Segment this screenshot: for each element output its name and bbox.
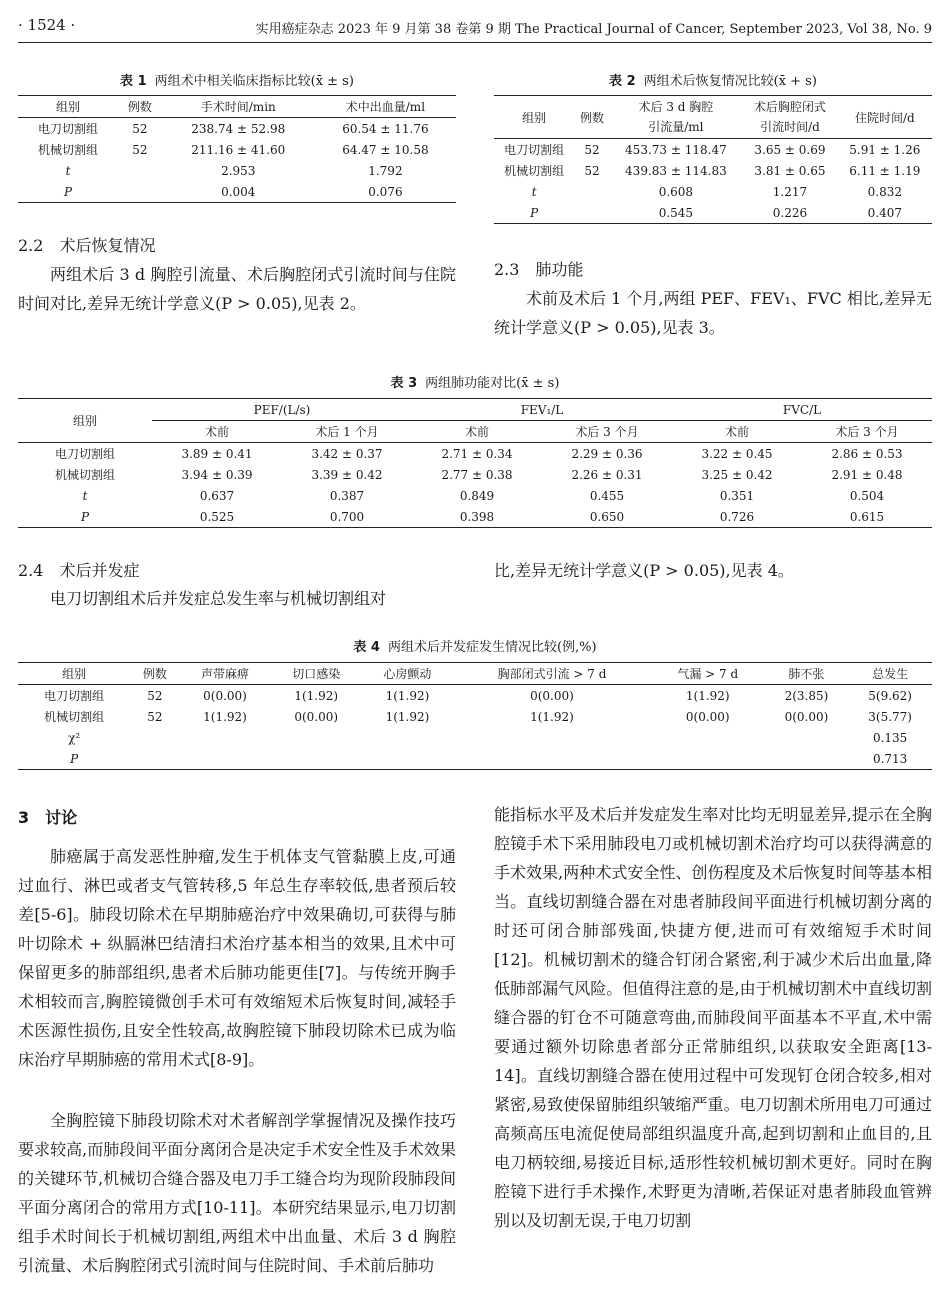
table3: [18, 398, 932, 528]
table-cell: [574, 202, 609, 224]
table-row: [18, 181, 456, 203]
table-cell: 0.135: [872, 730, 908, 745]
table-cell: [765, 727, 849, 748]
table3-caption: [18, 372, 932, 391]
table-cell: P: [70, 751, 79, 766]
table-row: [18, 748, 932, 770]
table-cell: 2.86 ± 0.53: [831, 446, 903, 461]
section-2-2-heading: 2.2 术后恢复情况: [18, 236, 156, 255]
table-cell: 1(1.92): [685, 688, 730, 703]
table-cell: [765, 748, 849, 770]
table-cell: 0.004: [221, 184, 256, 199]
table-cell: 1(1.92): [530, 709, 574, 724]
table-row: [494, 202, 932, 224]
table-cell: 机械切割组: [44, 710, 105, 724]
table1-header: 例数: [118, 96, 162, 118]
table1-header: 术中出血量/ml: [315, 96, 456, 118]
table2-label: 表 2: [609, 74, 636, 89]
table2-header-line: 术后 3 d 胸腔: [638, 100, 714, 114]
table-row: [18, 160, 456, 181]
table-cell: 0.525: [199, 509, 235, 524]
table-cell: 1(1.92): [385, 709, 430, 724]
table1-header: 手术时间/min: [162, 96, 315, 118]
table3-title: 两组肺功能对比(x̄ ± s): [425, 376, 560, 391]
table-cell: 0.076: [368, 184, 403, 199]
table-cell: 电刀切割组: [37, 122, 98, 136]
table-cell: [118, 181, 162, 203]
table-cell: [362, 748, 453, 770]
table4-header: 气漏 > 7 d: [651, 663, 765, 685]
section-2-2-text: 两组术后 3 d 胸腔引流量、术后胸腔闭式引流时间与住院时间对比,差异无统计学意义(P > 0.05),见表 2。: [18, 265, 456, 313]
table-cell: 2.91 ± 0.48: [831, 467, 903, 482]
table3-group-header: 组别: [18, 399, 152, 443]
table1-label: 表 1: [120, 74, 147, 89]
table2-caption: [494, 70, 932, 89]
table-cell: 5(9.62): [868, 688, 912, 703]
table-cell: [179, 748, 270, 770]
table-cell: 0.407: [867, 205, 902, 220]
table-cell: 3.89 ± 0.41: [181, 446, 253, 461]
table-cell: 1(1.92): [203, 709, 247, 724]
table-cell: 0(0.00): [685, 709, 730, 724]
table-row: [18, 464, 932, 485]
table1-header: 组别: [18, 96, 118, 118]
table2: [494, 95, 932, 224]
section-2-3-text: 术前及术后 1 个月,两组 PEF、FEV₁、FVC 相比,差异无统计学意义(P > 0.05),见表 3。: [494, 289, 932, 337]
table-cell: 0.615: [849, 509, 885, 524]
table-cell: 2.77 ± 0.38: [441, 467, 513, 482]
table-row: [494, 139, 932, 161]
table3-colgroup-header: FVC/L: [672, 399, 932, 421]
table4-header: 胸部闭式引流 > 7 d: [453, 663, 651, 685]
table-row: [18, 727, 932, 748]
table2-header-line: 术后胸腔闭式: [753, 100, 826, 114]
table4-header: 心房颤动: [362, 663, 453, 685]
discussion-paragraph-3: 能指标水平及术后并发症发生率对比均无明显差异,提示在全胸腔镜手术下采用肺段电刀或机械切割术治疗均可以获得满意的手术效果,两种术式安全性、创伤程度及术后恢复时间等基本相当。直线切割缝合器在对患者肺段间平面进行机械切割分离的时还可闭合肺部残面,快捷方便,进而可有效缩短手术时间[12]。机械切割术的缝合钉闭合紧密,利于减少术后出血量,降低肺部漏气风险。但值得注意的是,由于机械切割术中直线切割缝合器的钉仓不可随意弯曲,而肺段间平面基本不平直,术中需要通过额外切除患者部分正常肺组织,以获取安全距离[13-14]。直线切割缝合器在使用过程中可发现钉仓闭合较多,相对紧密,易致使保留肺组织皱缩严重。电刀切割术所用电刀可通过高频高压电流促使局部组织温度升高,起到切割和止血目的,且电刀柄较细,易接近目标,适形性较机械切割术更好。同时在胸腔镜下进行手术操作,术野更为清晰,若保证对患者肺段血管辨别以及切割无误,于电刀切割: [494, 805, 932, 1230]
table-cell: [453, 748, 651, 770]
table4-header: 肺不张: [765, 663, 849, 685]
table-cell: 电刀切割组: [54, 447, 115, 461]
table-cell: 0.832: [867, 184, 902, 199]
table2-header: 组别: [494, 96, 574, 139]
table2-title: 两组术后恢复情况比较(x̄ + s): [643, 74, 817, 89]
table4-header: 总发生: [848, 663, 932, 685]
table-cell: 0.226: [772, 205, 808, 220]
table-cell: 1(1.92): [294, 688, 339, 703]
table-cell: 0.849: [459, 488, 495, 503]
table-cell: 0(0.00): [530, 688, 574, 703]
section-2-4-text-left: 电刀切割组术后并发症总发生率与机械切割组对: [50, 589, 387, 608]
table-cell: 52: [132, 121, 148, 136]
table3-sub-header: 术前: [152, 421, 282, 443]
table-cell: 机械切割组: [54, 468, 115, 482]
table-cell: 2(3.85): [784, 688, 829, 703]
table-cell: 52: [584, 142, 600, 157]
table-row: [18, 443, 932, 465]
table4-header: 例数: [130, 663, 179, 685]
table3-sub-header: 术前: [412, 421, 542, 443]
table-cell: [118, 160, 162, 181]
table3-sub-header: 术后 1 个月: [282, 421, 412, 443]
section-3-heading: 3 讨论: [18, 808, 78, 827]
table-cell: 1.217: [772, 184, 808, 199]
table-cell: 52: [147, 688, 163, 703]
table-cell: 238.74 ± 52.98: [191, 121, 286, 136]
table-cell: [574, 181, 609, 202]
table-row: [494, 181, 932, 202]
table-cell: 0.726: [719, 509, 755, 524]
table-cell: t: [531, 184, 537, 199]
table1-caption: [18, 70, 456, 89]
table-cell: 3.39 ± 0.42: [311, 467, 383, 482]
discussion-paragraph-2: 全胸腔镜下肺段切除术对术者解剖学掌握情况及操作技巧要求较高,而肺段间平面分离闭合是决定手术安全性及手术效果的关键环节,机械切合缝合器及电刀手工缝合均为现阶段肺段间平面分离闭合的常用方式[10-11]。本研究结果显示,电刀切割组手术时间长于机械切割组,两组术中出血量、术后 3 d 胸腔引流量、术后胸腔闭式引流时间与住院时间、手术前后肺功: [18, 1111, 456, 1275]
table-cell: 211.16 ± 41.60: [191, 142, 286, 157]
table-cell: t: [65, 163, 71, 178]
page-number: · 1524 ·: [18, 16, 76, 34]
table-cell: t: [82, 488, 88, 503]
table-cell: [130, 727, 179, 748]
table-cell: 电刀切割组: [504, 143, 565, 157]
discussion-paragraph-1: 肺癌属于高发恶性肿瘤,发生于机体支气管黏膜上皮,可通过血行、淋巴或者支气管转移,5 年总生存率较低,患者预后较差[5-6]。肺段切除术在早期肺癌治疗中效果确切,可获得与肺叶切除术 + 纵膈淋巴结清扫术治疗基本相当的效果,且术中可保留更多的肺部组织,患者术后肺功能更佳[7]。与传统开胸手术相较而言,胸腔镜微创手术可有效缩短术后恢复时间,减轻手术医源性损伤,且安全性较高,故胸腔镜下肺段切除术已成为临床治疗早期肺癌的常用术式[8-9]。: [18, 847, 456, 1069]
table-cell: 0.545: [658, 205, 694, 220]
table-cell: 3.22 ± 0.45: [701, 446, 773, 461]
table2-header: 住院时间/d: [838, 96, 932, 139]
table-cell: 2.953: [221, 163, 256, 178]
table-cell: 0(0.00): [294, 709, 339, 724]
table-cell: P: [63, 184, 73, 199]
table-row: [18, 139, 456, 160]
table3-colgroup-header: PEF/(L/s): [152, 399, 412, 421]
table2-header-line: 引流量/ml: [648, 120, 704, 134]
journal-title: 实用癌症杂志 2023 年 9 月第 38 卷第 9 期 The Practical Journal of Cancer, September 2023, Vol 38, No. 9: [255, 22, 932, 37]
table-cell: 0.608: [658, 184, 694, 199]
table-cell: 3.81 ± 0.65: [754, 163, 826, 178]
table-cell: 0.713: [872, 751, 908, 766]
table4-header: 组别: [18, 663, 130, 685]
table-cell: 3.94 ± 0.39: [181, 467, 253, 482]
section-2-4-heading: 2.4 术后并发症: [18, 561, 140, 580]
table-cell: 5.91 ± 1.26: [849, 142, 921, 157]
section-2-4-text-right: 比,差异无统计学意义(P > 0.05),见表 4。: [494, 561, 794, 580]
table-cell: 0.387: [329, 488, 365, 503]
table3-label: 表 3: [390, 376, 418, 391]
table-cell: [130, 748, 179, 770]
table-cell: 0.650: [589, 509, 625, 524]
table-row: [18, 118, 456, 140]
table-cell: 0(0.00): [784, 709, 829, 724]
table-cell: 6.11 ± 1.19: [849, 163, 921, 178]
table-cell: 60.54 ± 11.76: [342, 121, 429, 136]
table-cell: 电刀切割组: [44, 689, 105, 703]
table-cell: 3.42 ± 0.37: [311, 446, 383, 461]
table-cell: 0.700: [329, 509, 365, 524]
table-cell: P: [530, 205, 539, 220]
table-cell: [362, 727, 453, 748]
table-cell: χ²: [68, 730, 81, 745]
table4-title: 两组术后并发症发生情况比较(例,%): [387, 640, 597, 655]
table4-label: 表 4: [353, 640, 380, 655]
section-2-3-heading: 2.3 肺功能: [494, 260, 584, 279]
table-cell: 机械切割组: [504, 164, 565, 178]
table2-header: [610, 96, 743, 139]
table-cell: 52: [584, 163, 600, 178]
table-row: [18, 485, 932, 506]
table-cell: 64.47 ± 10.58: [342, 142, 429, 157]
table-cell: 机械切割组: [37, 143, 98, 157]
table-cell: 1.792: [368, 163, 403, 178]
table-cell: [453, 727, 651, 748]
table-cell: 0.455: [589, 488, 625, 503]
table-cell: 3.25 ± 0.42: [701, 467, 773, 482]
table-cell: 3(5.77): [868, 709, 912, 724]
table4-caption: [18, 636, 932, 655]
table-cell: [271, 727, 362, 748]
table-cell: 0(0.00): [203, 688, 247, 703]
table-row: [18, 706, 932, 727]
table-cell: [651, 748, 765, 770]
table-cell: 439.83 ± 114.83: [625, 163, 727, 178]
table4-header: 切口感染: [271, 663, 362, 685]
table2-header-line: 引流时间/d: [760, 120, 820, 134]
table-row: [18, 506, 932, 528]
table3-colgroup-header: FEV₁/L: [412, 399, 672, 421]
table-cell: [179, 727, 270, 748]
table-cell: 453.73 ± 118.47: [625, 142, 727, 157]
table3-sub-header: 术后 3 个月: [542, 421, 672, 443]
table-cell: 3.65 ± 0.69: [754, 142, 826, 157]
table-cell: [651, 727, 765, 748]
table3-sub-header: 术后 3 个月: [802, 421, 932, 443]
running-header: [18, 16, 932, 43]
table-cell: 1(1.92): [385, 688, 430, 703]
table3-sub-header: 术前: [672, 421, 802, 443]
table-row: [494, 160, 932, 181]
table-cell: 52: [147, 709, 163, 724]
table-cell: 2.29 ± 0.36: [571, 446, 643, 461]
table1-title: 两组术中相关临床指标比较(x̄ ± s): [154, 74, 354, 89]
table-cell: 0.504: [849, 488, 885, 503]
table-cell: 0.637: [199, 488, 235, 503]
table-cell: P: [80, 509, 90, 524]
table2-header: 例数: [574, 96, 609, 139]
table-cell: 2.26 ± 0.31: [571, 467, 643, 482]
table-row: [18, 685, 932, 707]
table-cell: [271, 748, 362, 770]
table4: [18, 662, 932, 770]
table4-header: 声带麻痹: [179, 663, 270, 685]
table1: [18, 95, 456, 203]
table2-header: [742, 96, 837, 139]
table-cell: 52: [132, 142, 148, 157]
table-cell: 2.71 ± 0.34: [441, 446, 513, 461]
table-cell: 0.398: [459, 509, 495, 524]
table-cell: 0.351: [719, 488, 755, 503]
